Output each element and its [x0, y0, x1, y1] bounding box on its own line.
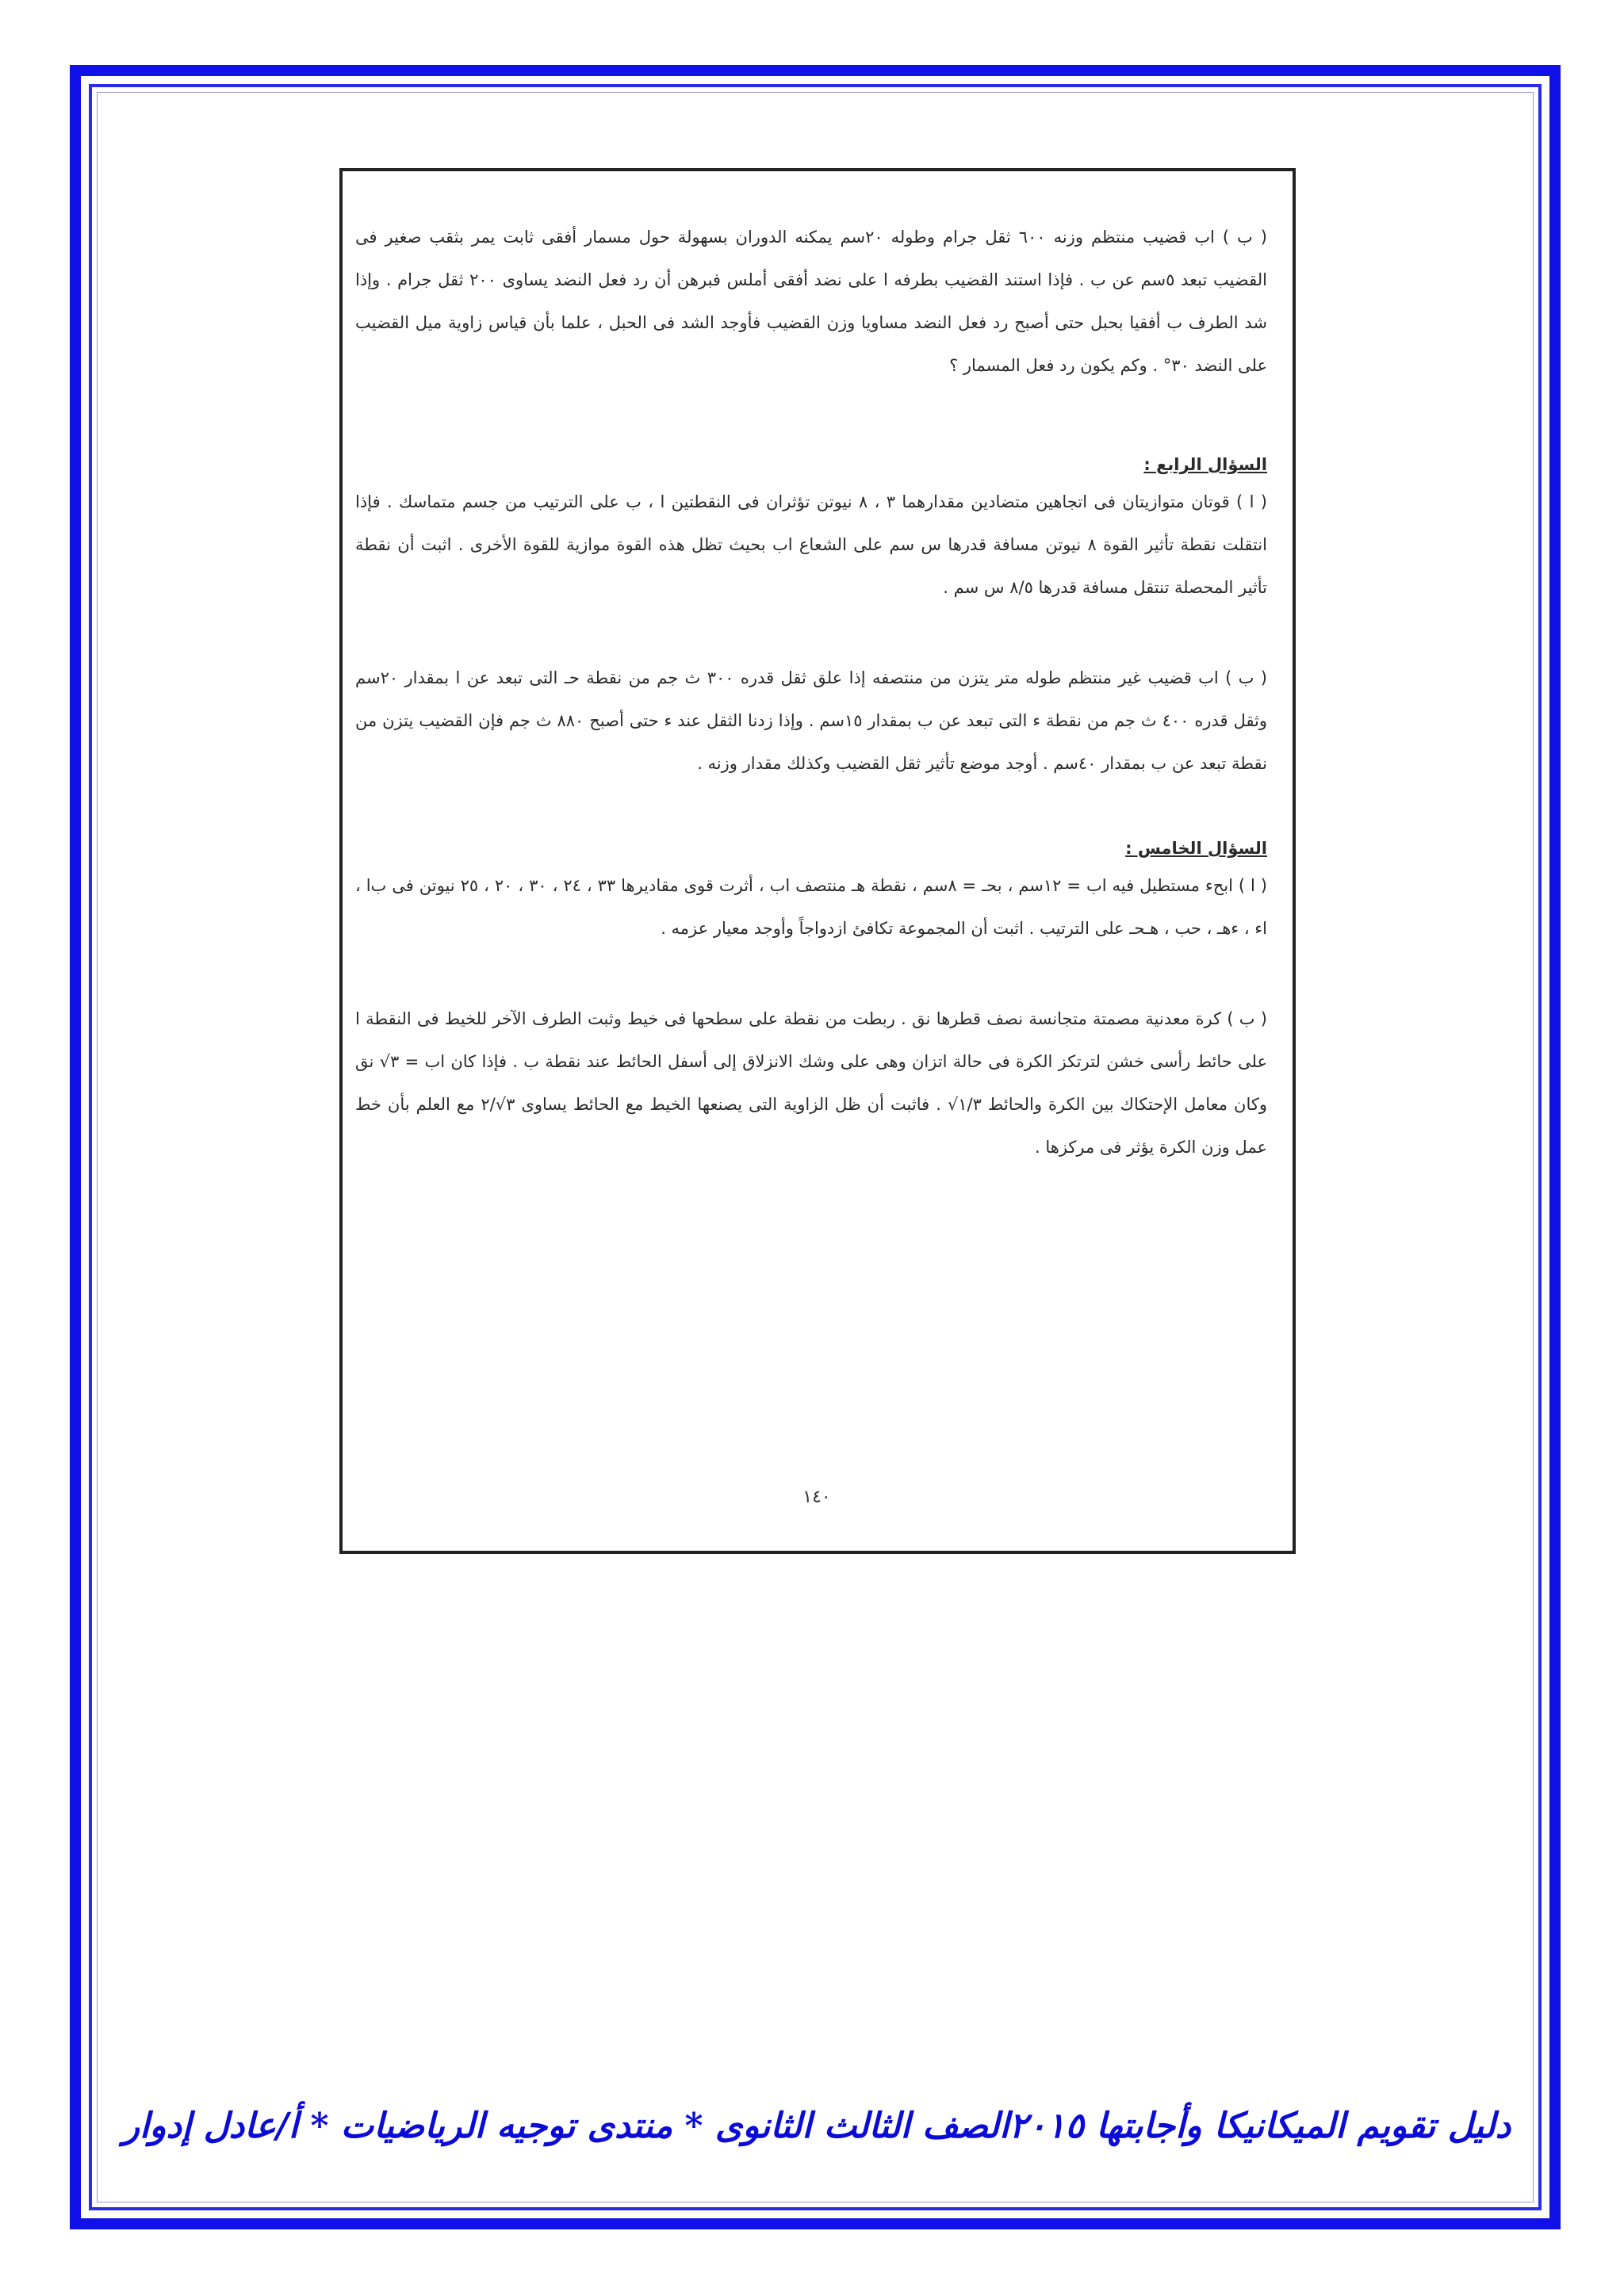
question-4b: ( ب ) ﺍب قضيب غير منتظم طوله متر يتزن من منتصفه إذا علق ثقل قدره ٣٠٠ ث جم من نقطة حـ التى تبعد عن ﺍ بمقدار ٢٠سم وثقل قدره ٤٠٠ ث جم من نقطة ء التى تبعد عن ب بمقدار ١٥سم . وإذا زدنا الثقل عند ء حتى أصبح ٨٨٠ ث جم فإن القضيب يتزن من نقطة تبعد عن ب بمقدار ٤٠سم . أوجد موضع تأثير ثقل القضيب وكذلك مقدار وزنه .	[355, 668, 1267, 773]
footer-title: دليل تقويم الميكانيكا وأجابتها ٢٠١٥الصف الثالث الثانوى * منتدى توجيه الرياضيات * ﺃ/عادل إدوار	[122, 2106, 1511, 2146]
question-4a: ( ﺍ ) قوتان متوازيتان فى اتجاهين متضادين مقدارهما ٣ ، ٨ نيوتن تؤثران فى النقطتين ﺍ ، ب على الترتيب من جسم متماسك . فإذا انتقلت نقطة تأثير القوة ٨ نيوتن مسافة قدرها س سم على الشعاع ﺍب بحيث تظل هذه القوة موازية للقوة الأخرى . اثبت أن نقطة تأثير المحصلة تنتقل مسافة قدرها ٨/٥ س سم .	[355, 492, 1267, 597]
question-3b: ( ب ) ﺍﺏ قضيب منتظم وزنه ٦٠٠ ثقل جرام وطوله ٢٠سم يمكنه الدوران بسهولة حول مسمار أفقى ثابت يمر بثقب صغير فى القضيب تبعد ٥سم عن ب . فإذا استند القضيب بطرفه ﺍ على نضد أفقى أملس فبرهن أن رد فعل النضد يساوى ٢٠٠ ثقل جرام . وإذا شد الطرف ب أفقيا بحبل حتى أصبح رد فعل النضد مساويا وزن القضيب فأوجد الشد فى الحبل ، علما بأن قياس زاوية ميل القضيب على النضد ٣٠° . وكم يكون رد فعل المسمار ؟	[355, 228, 1267, 375]
question-5a: ( ﺍ ) ﺍبحء مستطيل فيه ﺍب = ١٢سم ، بحـ = ٨سم ، نقطة هـ منتصف ﺍب ، أثرت قوى مقاديرها ٣٣ ، ٢٤ ، ٣٠ ، ٢٠ ، ٢٥ نيوتن فى بﺍ ، ﺍء ، ءهـ ، حب ، هـحـ على الترتيب . اثبت أن المجموعة تكافئ ازدواجاً وأوجد معيار عزمه .	[355, 876, 1267, 938]
question-5-heading: السؤال الخامس :	[1125, 839, 1267, 858]
question-5b: ( ب ) كرة معدنية مصمتة متجانسة نصف قطرها نق . ربطت من نقطة على سطحها فى خيط وثبت الطرف الآخر للخيط فى النقطة ﺍ على حائط رأسى خشن لترتكز الكرة فى حالة اتزان وهى على وشك الانزلاق إلى أسفل الحائط عند نقطة ب . فإذا كان ﺍب = ٣√ نق وكان معامل الإحتكاك بين الكرة والحائط ١/٣√ . فاثبت أن ظل الزاوية التى يصنعها الخيط مع الحائط يساوى ٣√/٢ مع العلم بأن خط عمل وزن الكرة يؤثر فى مركزها .	[355, 1009, 1267, 1157]
page-number: ١٤٠	[802, 1487, 831, 1507]
question-4-heading: السؤال الرابع :	[1143, 455, 1267, 474]
document-content	[355, 216, 1267, 1169]
